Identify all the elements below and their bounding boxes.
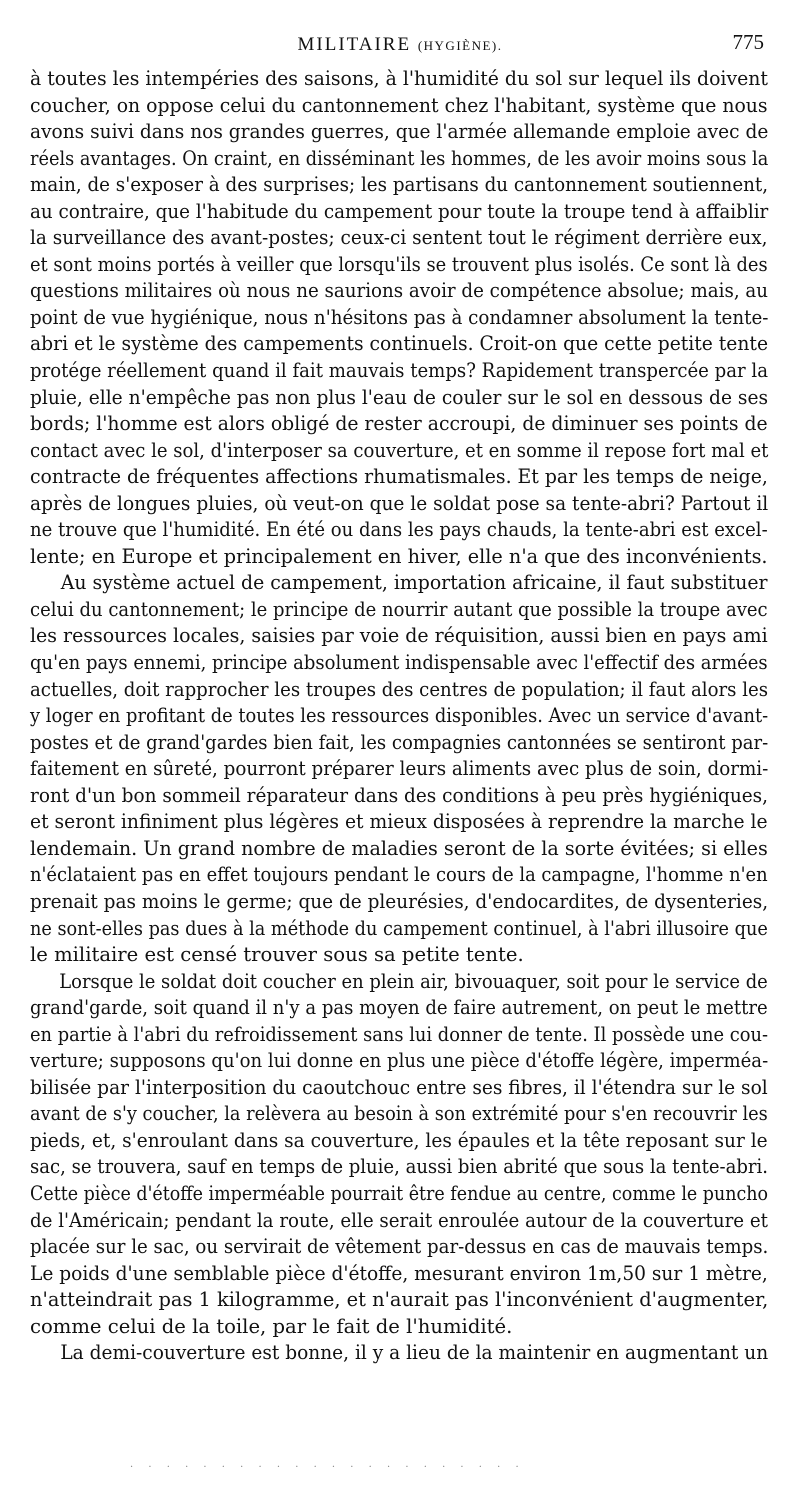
bottom-artifact: · · · · · · · · · · · · · · · · · · · · · · <box>130 1462 525 1473</box>
text-line: avant de s'y coucher, la relèvera au besoin à son extrémité pour s'en recouvrir les <box>30 1102 768 1126</box>
text-line: les ressources locales, saisies par voie de réquisition, aussi bien en pays ami <box>30 624 768 648</box>
text-line: actuelles, doit rapprocher les troupes des centres de population; il faut alors les <box>30 677 769 701</box>
running-head <box>0 34 800 56</box>
text-line: n'atteindrait pas 1 kilogramme, et n'aurait pas l'inconvénient d'augmenter, <box>30 1288 769 1312</box>
page-number: 775 <box>732 30 764 54</box>
text-line: ne trouve que l'humidité. En été ou dans les pays chauds, la tente-abri est excel- <box>30 518 768 542</box>
paragraph <box>30 1340 768 1367</box>
text-line: protége réellement quand il fait mauvais temps? Rapidement transpercée par la <box>30 359 769 383</box>
text-line: postes et de grand'gardes bien fait, les compagnies cantonnées se sentiront par- <box>30 730 769 754</box>
text-line: Au système actuel de campement, importation africaine, il faut substituer <box>60 571 768 595</box>
text-line: n'éclataient pas en effet toujours pendant le cours de la campagne, l'homme n'en <box>30 863 768 887</box>
text-line: contact avec le sol, d'interposer sa couverture, et en somme il repose fort mal et <box>30 438 769 462</box>
text-line: prenait pas moins le germe; que de pleurésies, d'endocardites, de dysenteries, <box>30 889 769 913</box>
text-line: qu'en pays ennemi, principe absolument indispensable avec l'effectif des armées <box>30 651 768 675</box>
text-line: verture; supposons qu'on lui donne en plus une pièce d'étoffe légère, imperméa- <box>30 1049 769 1073</box>
text-line: en partie à l'abri du refroidissement sans lui donner de tente. Il possède une cou- <box>30 1022 768 1046</box>
text-line: et sont moins portés à veiller que lorsqu'ils se trouvent plus isolés. Ce sont là des <box>30 252 768 276</box>
text-line: lente; en Europe et principalement en hiver, elle n'a que des inconvénients. <box>30 544 768 568</box>
text-line: après de longues pluies, où veut-on que le soldat pose sa tente-abri? Partout il <box>30 491 769 515</box>
text-line: ront d'un bon sommeil réparateur dans des conditions à peu près hygiéniques, <box>30 783 769 807</box>
text-line: comme celui de la toile, par le fait de l'humidité. <box>30 1314 513 1338</box>
text-line: Le poids d'une semblable pièce d'étoffe, mesurant environ 1m,50 sur 1 mètre, <box>30 1261 768 1285</box>
text-line: ne sont-elles pas dues à la méthode du campement continuel, à l'abri illusoire que <box>30 916 768 940</box>
text-line: et seront infiniment plus légères et mieux disposées à reprendre la marche le <box>30 810 768 834</box>
text-line: point de vue hygiénique, nous n'hésitons pas à condamner absolument la tente- <box>30 305 769 329</box>
paragraph <box>30 969 768 1341</box>
text-line: grand'garde, soit quand il n'y a pas moyen de faire autrement, on peut le mettre <box>30 996 768 1020</box>
body-text <box>30 66 768 1367</box>
text-line: sac, se trouvera, sauf en temps de pluie, aussi bien abrité que sous la tente-abri. <box>30 1155 769 1179</box>
text-line: abri et le système des campements continuels. Croit-on que cette petite tente <box>30 332 769 356</box>
text-line: main, de s'exposer à des surprises; les partisans du cantonnement soutiennent, <box>30 173 769 197</box>
text-line: de l'Américain; pendant la route, elle serait enroulée autour de la couverture et <box>30 1208 768 1232</box>
text-line: La demi-couverture est bonne, il y a lieu de la maintenir en augmentant un <box>60 1341 769 1365</box>
text-line: faitement en sûreté, pourront préparer leurs aliments avec plus de soin, dormi- <box>30 757 769 781</box>
running-head-title: MILITAIRE <box>297 34 412 55</box>
text-line: avons suivi dans nos grandes guerres, que l'armée allemande emploie avec de <box>30 120 769 144</box>
text-line: lendemain. Un grand nombre de maladies seront de la sorte évitées; si elles <box>30 836 768 860</box>
text-line: bilisée par l'interposition du caoutchouc entre ses fibres, il l'étendra sur le sol <box>30 1075 768 1099</box>
paragraph <box>30 66 768 570</box>
text-line: réels avantages. On craint, en disséminant les hommes, de les avoir moins sous la <box>30 146 769 170</box>
text-line: bords; l'homme est alors obligé de rester accroupi, de diminuer ses points de <box>30 412 768 436</box>
running-head-subtitle: (HYGIÈNE). <box>417 38 503 53</box>
text-line: pluie, elle n'empêche pas non plus l'eau de couler sur le sol en dessous de ses <box>30 385 769 409</box>
text-line: le militaire est censé trouver sous sa petite tente. <box>30 943 524 967</box>
text-line: Cette pièce d'étoffe imperméable pourrait être fendue au centre, comme le puncho <box>30 1181 769 1205</box>
paragraph <box>30 570 768 968</box>
text-line: celui du cantonnement; le principe de nourrir autant que possible la troupe avec <box>30 597 768 621</box>
page-header <box>0 30 800 60</box>
text-line: contracte de fréquentes affections rhumatismales. Et par les temps de neige, <box>30 465 768 489</box>
text-line: coucher, on oppose celui du cantonnement chez l'habitant, système que nous <box>30 93 768 117</box>
text-line: la surveillance des avant-postes; ceux-ci sentent tout le régiment derrière eux, <box>30 226 768 250</box>
text-line: placée sur le sac, ou servirait de vêtement par-dessus en cas de mauvais temps. <box>30 1235 769 1259</box>
text-line: Lorsque le soldat doit coucher en plein air, bivouaquer, soit pour le service de <box>59 969 768 993</box>
text-line: pieds, et, s'enroulant dans sa couverture, les épaules et la tête reposant sur le <box>30 1128 768 1152</box>
text-line: au contraire, que l'habitude du campement pour toute la troupe tend à affaiblir <box>30 199 769 223</box>
text-line: à toutes les intempéries des saisons, à l'humidité du sol sur lequel ils doivent <box>30 67 768 90</box>
text-line: y loger en profitant de toutes les ressources disponibles. Avec un service d'avant- <box>30 704 769 728</box>
text-line: questions militaires où nous ne saurions avoir de compétence absolue; mais, au <box>30 279 769 303</box>
